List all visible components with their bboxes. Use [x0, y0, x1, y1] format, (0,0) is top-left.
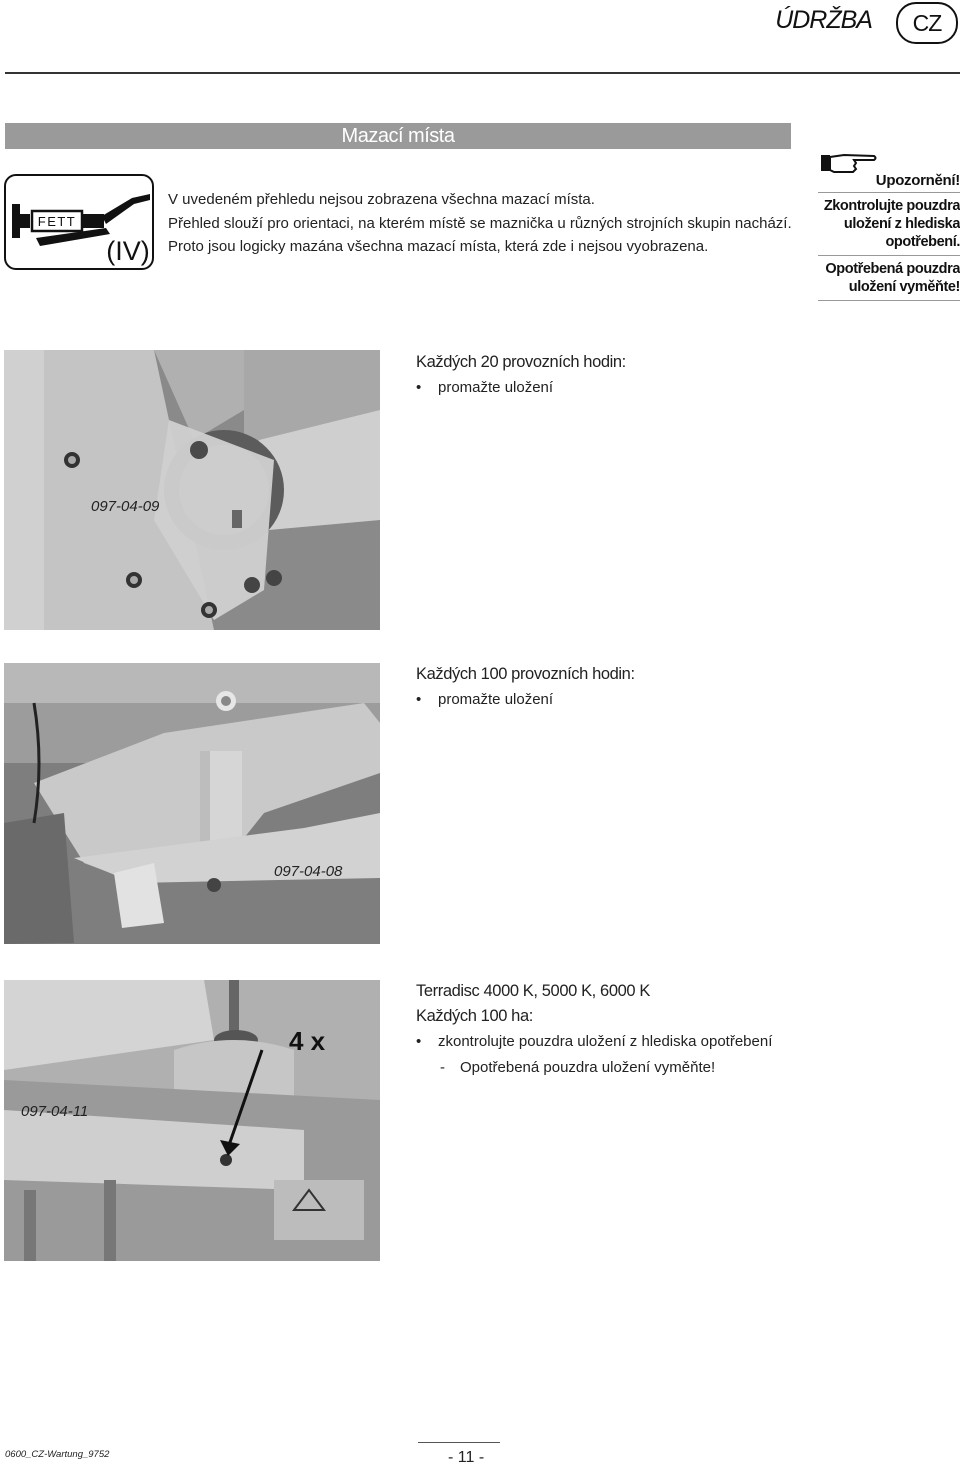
language-badge: CZ — [896, 2, 958, 44]
warning-heading: Upozornění! — [818, 172, 960, 193]
caption-20h — [416, 350, 626, 401]
photo-label: 097-04-09 — [91, 498, 160, 515]
lubrication-symbol: (IV) — [106, 236, 150, 266]
gun-label: FETT — [37, 214, 77, 229]
caption-subtitle: Každých 100 ha: — [416, 1007, 533, 1025]
section-title-bar — [5, 123, 791, 149]
caption-sub-bullet — [416, 1055, 772, 1081]
caption-bullet — [416, 687, 635, 713]
photo-bearing-20h — [4, 350, 380, 630]
intro-line: Přehled slouží pro orientaci, na kterém místě se maznička u různých strojních skupin nachází. — [168, 214, 792, 232]
page-number: - 11 - — [448, 1449, 485, 1466]
document-code: 0600_CZ-Wartung_9752 — [5, 1449, 110, 1460]
grease-gun-icon — [6, 176, 152, 268]
bullet-mark: • — [416, 379, 422, 396]
callout-label: 4 x — [289, 1026, 326, 1056]
footer-divider — [418, 1442, 500, 1443]
bullet-text: zkontrolujte pouzdra uložení z hlediska opotřebení — [438, 1033, 773, 1050]
section-title: Mazací místa — [341, 124, 455, 147]
photo-label: 097-04-11 — [21, 1103, 89, 1120]
bullet-text: promažte uložení — [438, 379, 554, 396]
bullet-mark: • — [416, 1033, 422, 1050]
bullet-mark: • — [416, 691, 422, 708]
sub-bullet-text: Opotřebená pouzdra uložení vyměňte! — [460, 1059, 716, 1076]
photo-label: 097-04-08 — [274, 863, 343, 880]
photo-bushing-100ha — [4, 980, 380, 1261]
warning-note — [818, 150, 960, 301]
caption-bullet — [416, 375, 626, 401]
caption-bullet — [416, 1029, 772, 1055]
dash-mark: - — [440, 1059, 445, 1076]
header-divider — [5, 72, 960, 74]
photo-bearing-100h — [4, 663, 380, 944]
intro-text — [168, 188, 792, 259]
intro-line: V uvedeném přehledu nejsou zobrazena všechna mazací místa. — [168, 191, 595, 208]
caption-title: Terradisc 4000 K, 5000 K, 6000 K — [416, 982, 650, 1000]
warning-text-check: Zkontrolujte pouzdra uložení z hlediska opotřebení. — [818, 193, 960, 256]
warning-text-replace: Opotřebená pouzdra uložení vyměňte! — [818, 256, 960, 301]
pointing-hand-icon — [820, 150, 878, 176]
caption-100h — [416, 662, 635, 713]
caption-100ha — [416, 979, 772, 1081]
intro-line: Proto jsou logicky mazána všechna mazací místa, která zde i nejsou vyobrazena. — [168, 238, 709, 255]
caption-title: Každých 20 provozních hodin: — [416, 353, 626, 371]
caption-title: Každých 100 provozních hodin: — [416, 665, 635, 683]
bullet-text: promažte uložení — [438, 691, 554, 708]
chapter-title: ÚDRŽBA — [775, 6, 872, 34]
grease-gun-symbol — [4, 174, 154, 270]
